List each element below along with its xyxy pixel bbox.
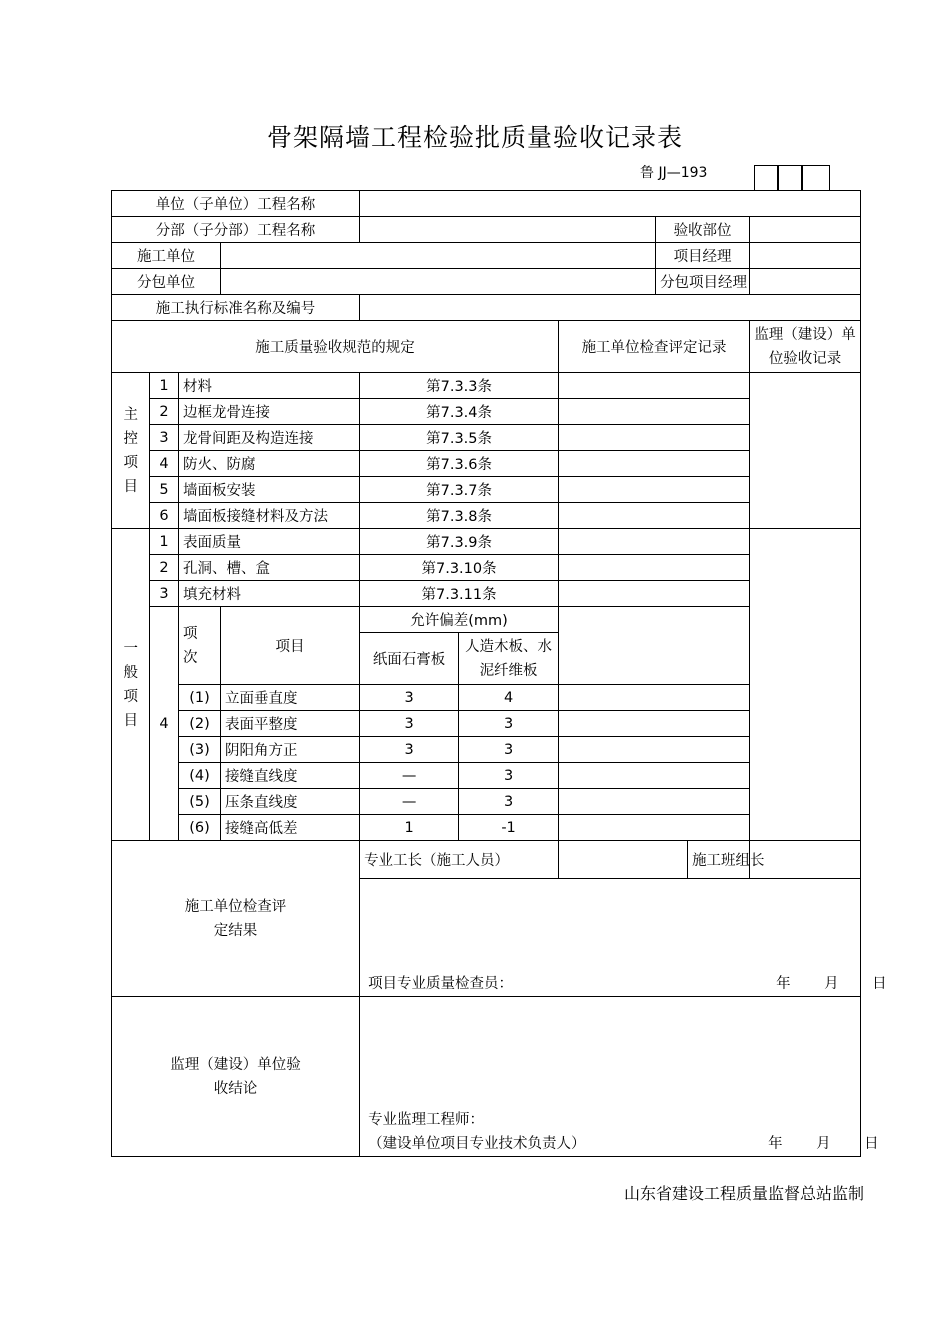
- main-items-label-text: 主控项目: [123, 406, 138, 495]
- acceptance-part-label: 验收部位: [656, 217, 750, 243]
- project-manager-label: 项目经理: [656, 243, 750, 269]
- supervision-result-label: [112, 997, 360, 1157]
- sub-no-header-text: 项次: [183, 625, 198, 666]
- deviation-wood: 3: [459, 737, 559, 763]
- general-items-label-text: 一般项目: [123, 640, 138, 729]
- form-code: 鲁 JJ—193: [640, 165, 708, 181]
- spec-header: 施工质量验收规范的规定: [112, 321, 559, 373]
- deviation-wood: 4: [459, 685, 559, 711]
- inspection-form: [111, 190, 887, 1157]
- main-item-clause: 第7.3.4条: [360, 399, 559, 425]
- construction-unit-value[interactable]: [221, 243, 656, 269]
- code-box[interactable]: [778, 165, 802, 190]
- construction-unit-label: 施工单位: [112, 243, 221, 269]
- main-item-clause: 第7.3.5条: [360, 425, 559, 451]
- unit-project-label: 单位（子单位）工程名称: [112, 191, 360, 217]
- deviation-no: (3): [179, 737, 221, 763]
- supervision-result-label-text: 监理（建设）单位验收结论: [170, 1056, 301, 1097]
- general-item-clause: 第7.3.9条: [360, 529, 559, 555]
- page-title: 骨架隔墙工程检验批质量验收记录表: [266, 123, 683, 152]
- deviation-no: (4): [179, 763, 221, 789]
- date-month: 月: [824, 976, 839, 992]
- main-item-name: 边框龙骨连接: [179, 399, 360, 425]
- general-item-name: 孔洞、槽、盒: [179, 555, 360, 581]
- supervision-result-body[interactable]: [360, 997, 879, 1157]
- deviation-name: 表面平整度: [221, 711, 360, 737]
- deviation-gypsum: 3: [360, 711, 459, 737]
- subcontract-manager-label: 分包项目经理: [656, 269, 750, 295]
- subcontract-unit-label: 分包单位: [112, 269, 221, 295]
- date-day: 日: [864, 1136, 879, 1152]
- deviation-gypsum: —: [360, 763, 459, 789]
- code-box[interactable]: [754, 165, 778, 190]
- main-item-record[interactable]: [559, 425, 750, 451]
- deviation-no: (6): [179, 815, 221, 841]
- sub-project-label: 分部（子分部）工程名称: [112, 217, 360, 243]
- project-manager-value[interactable]: [750, 243, 861, 269]
- date-year: 年: [776, 976, 791, 992]
- sub-item-header: 项目: [221, 607, 360, 685]
- general-item-no: 1: [150, 529, 179, 555]
- main-item-record[interactable]: [559, 399, 750, 425]
- foreman-label: 专业工长（施工人员）: [360, 841, 559, 879]
- main-item-clause: 第7.3.7条: [360, 477, 559, 503]
- subcontract-manager-value[interactable]: [750, 269, 861, 295]
- supervision-record-header: 监理（建设）单位验收记录: [750, 321, 861, 373]
- footer-issuer: 山东省建设工程质量监督总站监制: [623, 1184, 864, 1203]
- deviation-wood: 3: [459, 789, 559, 815]
- construction-record-header: 施工单位检查评定记录: [559, 321, 750, 373]
- general-item-clause: 第7.3.11条: [360, 581, 559, 607]
- wood-header: 人造木板、水泥纤维板: [459, 633, 559, 685]
- deviation-gypsum: 3: [360, 737, 459, 763]
- main-item-name: 材料: [179, 373, 360, 399]
- general-item-clause: 第7.3.10条: [360, 555, 559, 581]
- deviation-record[interactable]: [559, 763, 861, 789]
- owner-label: （建设单位项目专业技术负责人）: [368, 1136, 586, 1152]
- team-leader-label: 施工班组长: [688, 841, 750, 879]
- general-item-name: 表面质量: [179, 529, 360, 555]
- main-item-no: 5: [150, 477, 179, 503]
- general-item-record[interactable]: [559, 581, 750, 607]
- main-item-record[interactable]: [559, 503, 750, 529]
- main-item-name: 龙骨间距及构造连接: [179, 425, 360, 451]
- date-month: 月: [816, 1136, 831, 1152]
- standard-label: 施工执行标准名称及编号: [112, 295, 360, 321]
- general-item-no: 2: [150, 555, 179, 581]
- tolerance-record[interactable]: [559, 607, 861, 685]
- construction-result-label-text: 施工单位检查评定结果: [184, 898, 287, 939]
- general-item-no: 4: [150, 607, 179, 841]
- main-items-supervision[interactable]: [750, 373, 861, 529]
- deviation-record[interactable]: [559, 789, 861, 815]
- unit-project-value[interactable]: [360, 191, 861, 217]
- team-leader-value[interactable]: [750, 841, 861, 879]
- sub-no-header: [179, 607, 221, 685]
- deviation-name: 接缝直线度: [221, 763, 360, 789]
- main-item-no: 1: [150, 373, 179, 399]
- main-item-no: 3: [150, 425, 179, 451]
- deviation-gypsum: —: [360, 789, 459, 815]
- standard-value[interactable]: [360, 295, 861, 321]
- construction-result-label: [112, 841, 360, 997]
- deviation-no: (5): [179, 789, 221, 815]
- deviation-record[interactable]: [559, 711, 861, 737]
- acceptance-part-value[interactable]: [750, 217, 861, 243]
- deviation-gypsum: 3: [360, 685, 459, 711]
- date-day: 日: [872, 976, 887, 992]
- deviation-record[interactable]: [559, 737, 861, 763]
- main-item-name: 墙面板接缝材料及方法: [179, 503, 360, 529]
- subcontract-unit-value[interactable]: [221, 269, 656, 295]
- inspector-label: 项目专业质量检查员：: [368, 976, 514, 992]
- main-item-clause: 第7.3.6条: [360, 451, 559, 477]
- deviation-wood: -1: [459, 815, 559, 841]
- main-item-name: 墙面板安装: [179, 477, 360, 503]
- deviation-gypsum: 1: [360, 815, 459, 841]
- tolerance-header: 允许偏差(mm): [360, 607, 559, 633]
- code-box[interactable]: [802, 165, 830, 190]
- main-item-clause: 第7.3.8条: [360, 503, 559, 529]
- deviation-name: 压条直线度: [221, 789, 360, 815]
- main-item-record[interactable]: [559, 477, 750, 503]
- main-items-label: [112, 373, 150, 529]
- gypsum-header: 纸面石膏板: [360, 633, 459, 685]
- sub-project-value[interactable]: [360, 217, 656, 243]
- construction-result-body[interactable]: [360, 879, 887, 997]
- deviation-wood: 3: [459, 711, 559, 737]
- general-item-record[interactable]: [559, 555, 750, 581]
- foreman-value[interactable]: [559, 841, 688, 879]
- deviation-no: (1): [179, 685, 221, 711]
- date-year: 年: [768, 1136, 783, 1152]
- main-item-no: 2: [150, 399, 179, 425]
- main-item-record[interactable]: [559, 451, 750, 477]
- main-item-record[interactable]: [559, 373, 750, 399]
- deviation-name: 阴阳角方正: [221, 737, 360, 763]
- general-item-no: 3: [150, 581, 179, 607]
- main-item-no: 4: [150, 451, 179, 477]
- general-item-name: 填充材料: [179, 581, 360, 607]
- main-item-no: 6: [150, 503, 179, 529]
- deviation-name: 接缝高低差: [221, 815, 360, 841]
- deviation-record[interactable]: [559, 685, 861, 711]
- deviation-record[interactable]: [559, 815, 861, 841]
- deviation-name: 立面垂直度: [221, 685, 360, 711]
- main-item-name: 防火、防腐: [179, 451, 360, 477]
- engineer-label: 专业监理工程师：: [368, 1112, 485, 1128]
- deviation-no: (2): [179, 711, 221, 737]
- general-items-label: [112, 529, 150, 841]
- general-item-record[interactable]: [559, 529, 750, 555]
- deviation-wood: 3: [459, 763, 559, 789]
- main-item-clause: 第7.3.3条: [360, 373, 559, 399]
